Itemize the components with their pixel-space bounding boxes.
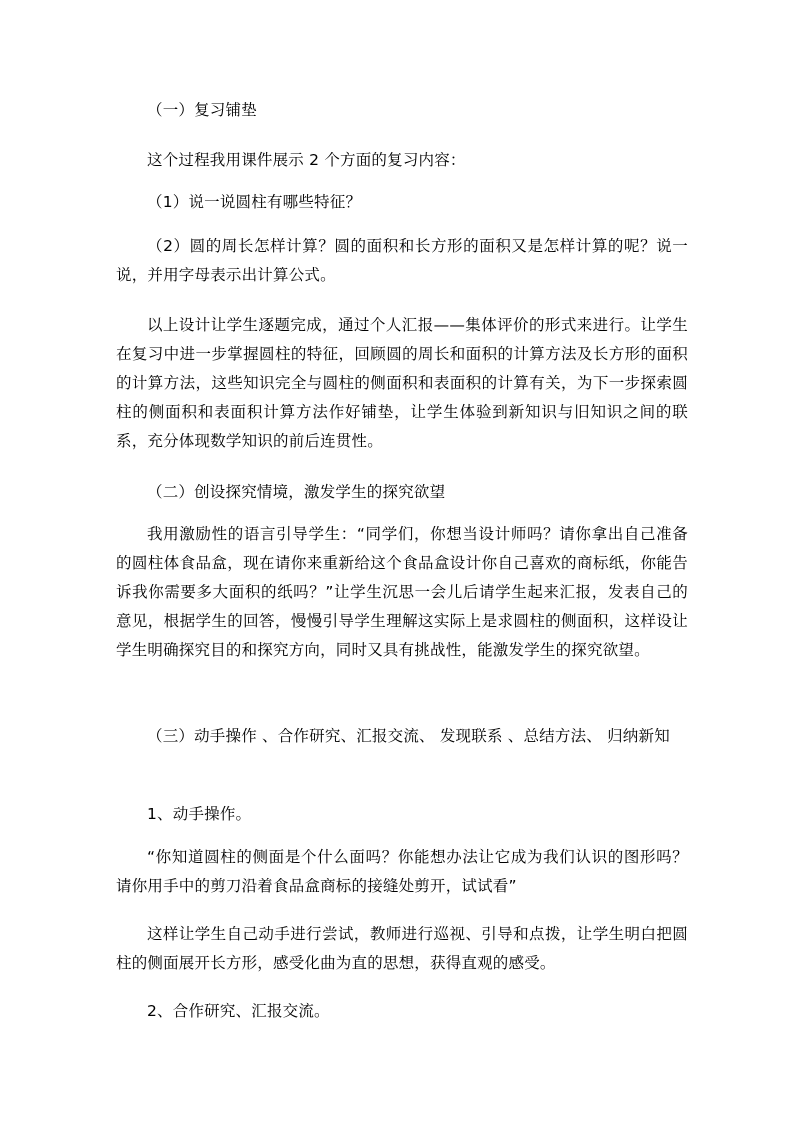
- paragraph-quote: “你知道圆柱的侧面是个什么面吗？你能想办法让它成为我们认识的图形吗？请你用手中的剪刀沿着食品盒商标的接缝处剪开，试试看”: [116, 848, 688, 895]
- question-1: （1）说一说圆柱有哪些特征？: [147, 193, 362, 211]
- paragraph-inquiry: 我用激励性的语言引导学生：“同学们，你想当设计师吗？请你拿出自己准备的圆柱体食品盒，现在请你来重新给这个食品盒设计你自己喜欢的商标纸，你能告诉我你需要多大面积的纸吗？”让学生沉思一会儿后请学生起来汇报，发表自己的意见，根据学生的回答，慢慢引导学生理解这实际上是求圆柱的侧面积，这样设让学生明确探究目的和探究方向，同时又具有挑战性，能激发学生的探究欲望。: [116, 525, 688, 659]
- section-heading-hands-on: （三）动手操作 、合作研究、汇报交流、 发现联系 、总结方法、 归纳新知: [147, 727, 670, 745]
- subsection-cooperation: 2、合作研究、汇报交流。: [147, 1002, 330, 1020]
- paragraph-hands-on-result: 这样让学生自己动手进行尝试，教师进行巡视、引导和点拨，让学生明白把圆柱的侧面展开长方形，感受化曲为直的思想，获得直观的感受。: [116, 925, 688, 972]
- question-2: （2）圆的周长怎样计算？圆的面积和长方形的面积又是怎样计算的呢？说一说，并用字母表示出计算公式。: [116, 237, 688, 284]
- section-heading-inquiry: （二）创设探究情境，激发学生的探究欲望: [147, 483, 446, 501]
- paragraph-design-review: 以上设计让学生逐题完成，通过个人汇报——集体评价的形式来进行。让学生在复习中进一步掌握圆柱的特征，回顾圆的周长和面积的计算方法及长方形的面积的计算方法，这些知识完全与圆柱的侧面积和表面积的计算有关，为下一步探索圆柱的侧面积和表面积计算方法作好铺垫，让学生体验到新知识与旧知识之间的联系，充分体现数学知识的前后连贯性。: [116, 316, 688, 450]
- subsection-hands-on: 1、动手操作。: [147, 805, 252, 823]
- section-heading-review: （一）复习铺垫: [147, 101, 257, 119]
- paragraph-intro: 这个过程我用课件展示 2 个方面的复习内容：: [147, 151, 466, 169]
